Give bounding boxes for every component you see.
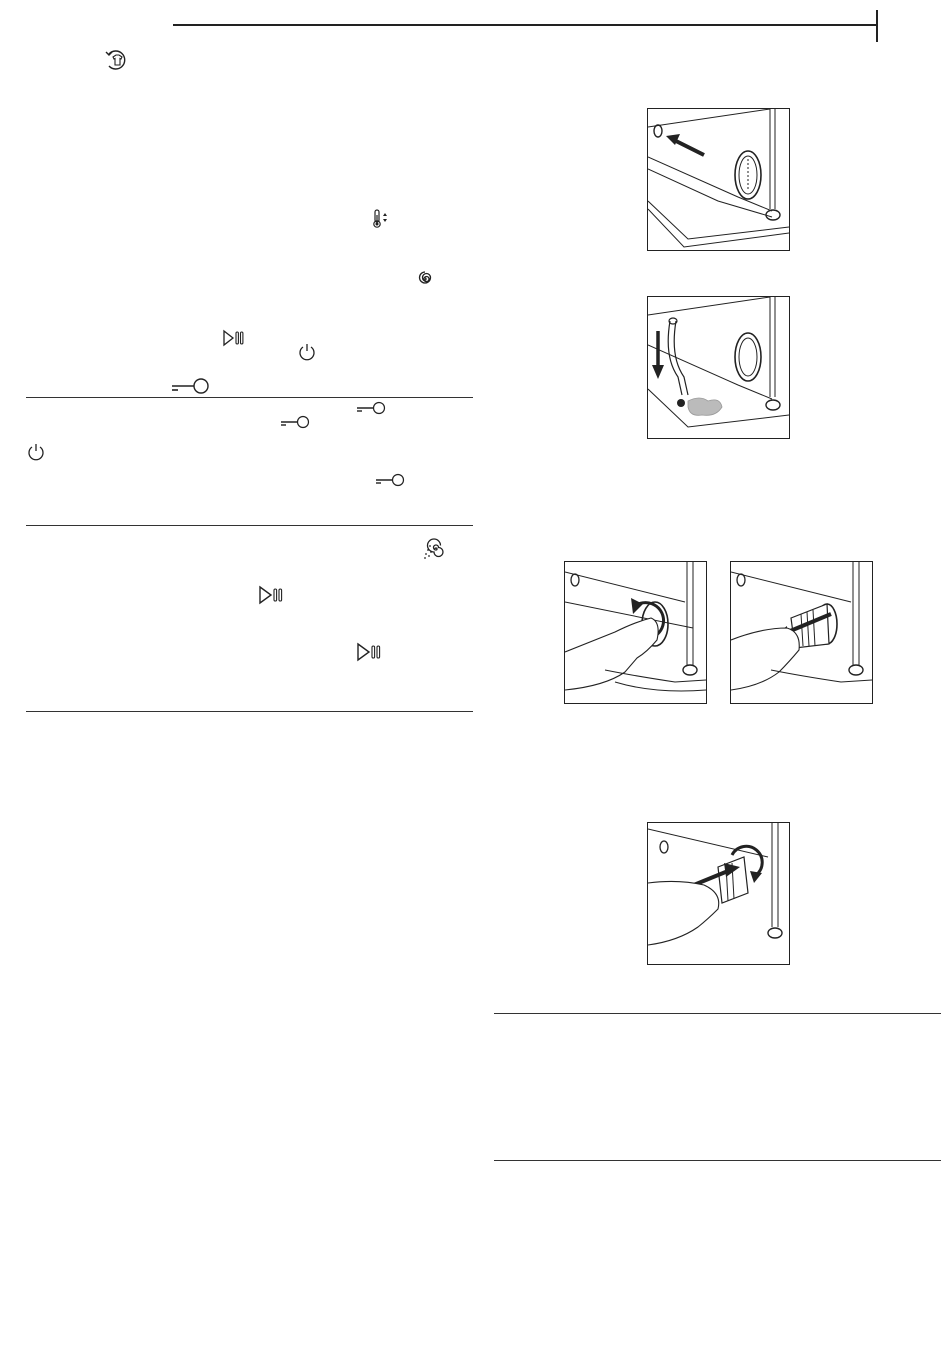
start-pause-icon bbox=[222, 329, 246, 347]
start-pause-icon bbox=[258, 585, 286, 605]
child-lock-key-icon bbox=[280, 414, 310, 430]
filter-remove-illustration bbox=[730, 561, 873, 704]
power-icon bbox=[26, 442, 46, 462]
section-rule bbox=[26, 525, 473, 526]
section-rule bbox=[494, 1013, 941, 1014]
drain-cap-open-illustration bbox=[647, 108, 790, 251]
spin-spiral-icon bbox=[416, 270, 434, 288]
section-rule bbox=[494, 1160, 941, 1161]
drain-hose-water-illustration bbox=[647, 296, 790, 439]
filter-unscrew-illustration bbox=[564, 561, 707, 704]
rinse-spray-icon bbox=[422, 538, 450, 560]
child-lock-key-icon bbox=[375, 472, 405, 488]
power-icon bbox=[297, 342, 317, 362]
header-tick bbox=[876, 10, 878, 42]
section-rule bbox=[26, 397, 473, 398]
filter-reinsert-illustration bbox=[647, 822, 790, 965]
child-lock-key-icon bbox=[356, 400, 386, 416]
start-pause-icon bbox=[356, 642, 384, 662]
section-rule bbox=[26, 711, 473, 712]
thermometer-icon bbox=[372, 209, 390, 229]
shirt-refresh-icon bbox=[104, 48, 130, 72]
child-lock-key-icon bbox=[170, 376, 210, 396]
header-rule bbox=[173, 24, 876, 26]
